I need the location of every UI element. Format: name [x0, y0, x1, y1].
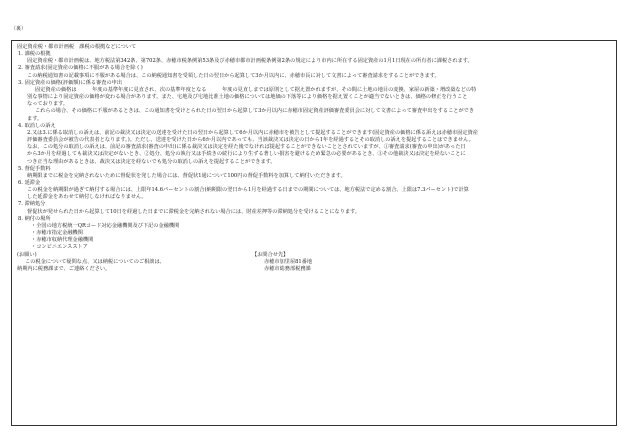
footer-contact-address: 赤穂市加里屋81番地 — [264, 258, 313, 265]
section-heading: 4. 取消しの訴え — [18, 122, 56, 129]
footer-contact-department: 赤穂市総務部税務課 — [264, 265, 311, 272]
section-text-line: 督促状が発せられた日から起算して10日を経過した日までに滞税金を完納されない場合には、財産差押等の滞納処分を受けることになります。 — [27, 208, 360, 215]
section-text-line: これらの場合、その価格に不服があるときは、この通知書を受けとられた日の翌日から起算して3か月以内に赤穂市固定資産評価審査委員会に対して文書によって審査申出をすることができ — [35, 108, 475, 115]
section-text-line: 2.又は3.に係る取消しの訴えは、前記の裁決又は決定の送達を受けた日の翌日から起算して6か月以内に赤穂市を被告として提起することができます(固定資産の価格に係る訴えは赤穂市固定資産 — [27, 129, 478, 136]
section-heading: 7. 滞納処分 — [18, 201, 46, 208]
footer-contact-heading: 【お問合せ先】 — [252, 251, 289, 258]
notice-title: 固定資産税・都市計画税 課税の根拠などについて — [17, 44, 137, 50]
footer-contact — [240, 252, 580, 273]
page-side-marker: （裏） — [11, 26, 27, 32]
footer-request — [17, 252, 240, 273]
footer — [17, 252, 611, 273]
section-text-line: つき正当な理由があるときは、裁決又は決定を経ないでも処分の取消しの訴えを提起することができます。 — [27, 158, 276, 165]
section-text-line: ・赤穂市指定金融機関 — [31, 230, 83, 237]
section-heading: 6. 延滞金 — [18, 179, 41, 186]
section-text-line: 評価審査委員会が被告の代表者となります。)。ただし、送達を受けた日から6か月以内であっても、当該裁決又は決定の日から1年を経過するとその取消しの訴えを提起することはできません。 — [27, 137, 474, 144]
section-text-line: 固定資産の価格は 年度の基準年度に見直され、次の基準年度となる 年度の見直しまでは原則として据え置かれますが、その間に土地の地目の変換、家屋の新築・増改築などの特 — [35, 86, 477, 93]
tax-notice-box — [11, 40, 617, 426]
section-text-line: この税金を納期限が過ぎて納付する場合には、上限年14.6パーセントの割合(納期限の翌日から1月を経過する日までの期間については、地方税法で定める割合、上限は7.3パーセント)で計算 — [27, 187, 469, 194]
sections-container — [17, 51, 611, 251]
section-text-line: 固定資産税・都市計画税は、地方税法第342条、第702条、赤穂市税条例第53条及び赤穂市都市計画税条例第2条の規定により市内に所在する固定資産の1月1日現在の所有者に課税されます。 — [27, 58, 473, 65]
footer-request-line: この税金について疑問な点、又は納税についてのご相談は、 — [25, 258, 165, 265]
section-text-line: なお、この処分の取消しの訴えは、前記の審査請求(審査の申出)に係る裁決又は決定を経た後でなければ提起することができないこととされていますが、①審査請求(審査の申出)があった日 — [27, 144, 466, 151]
section-text-line: ・赤穂市収納代理金融機関 — [31, 237, 94, 244]
section-text-line: ・コンビニエンスストア — [31, 244, 88, 251]
section-text-line: この納税通知書の記載事項に不服がある場合は、この納税通知書を受領した日の翌日から起算して3か月以内に、赤穂市長に対して文書によって審査請求をすることができます。 — [27, 72, 440, 79]
section-text-line: 別な事情により固定資産の価格が変わる場合があります。また、宅地及び宅地比准土地の価格については地価の下落等により価格を据え置くことが適当でないときは、価格の修正を行うこと — [27, 94, 468, 101]
section-text-line: 納期限までに税金を完納されないために督促状を発した場合には、督促状1通について100円の督促手数料を加算して納付いただきます。 — [27, 172, 346, 179]
footer-request-heading: (お願い) — [17, 251, 37, 258]
section-heading: 8. 納付の場所 — [18, 215, 51, 222]
section-heading: 5. 督促手数料 — [18, 165, 51, 172]
section-heading: 2. 審査請求(固定資産の価格に不服がある場合を除く) — [18, 65, 143, 72]
section-heading: 1. 課税の根拠 — [18, 51, 51, 58]
section-heading: 3. 固定資産の価格(評価額)に係る審査の申出 — [18, 79, 123, 86]
section-text-line: した延滞金をあわせて納付しなければなりません。 — [27, 194, 147, 201]
section-text-line: から3か月を経過しても裁決又は決定がないとき、②処分、処分の執行又は手続きの続行により生ずる著しい損害を避けるため緊急の必要があるとき、③その他裁決又は決定を経ないことに — [27, 151, 466, 158]
section-text-line: ます。 — [27, 115, 43, 122]
footer-request-line: 納期内に税務課まで、ご連絡ください。 — [17, 265, 111, 272]
section-text-line: ・全国の地方税統一QRコード対応金融機関及び下記の金融機関 — [31, 222, 180, 229]
section-text-line: なっております。 — [27, 101, 69, 108]
